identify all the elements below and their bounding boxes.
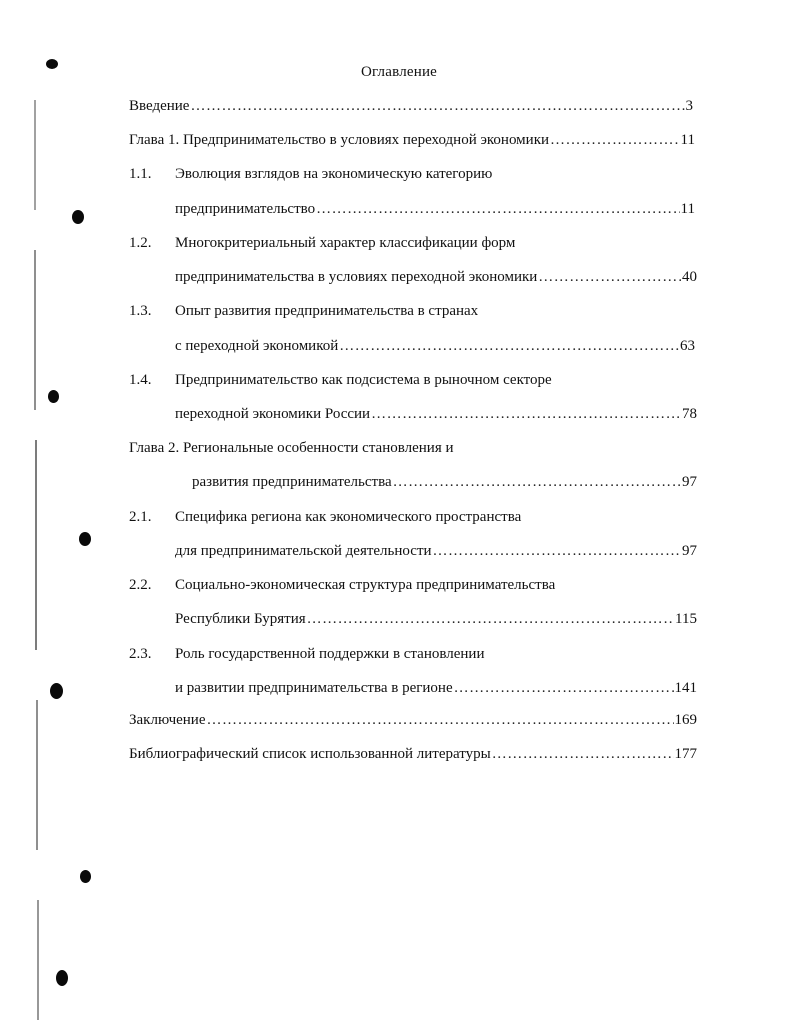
leader-dots	[492, 743, 674, 765]
toc-page-number: 115	[675, 611, 697, 627]
toc-entry-text: Библиографический список использованной литературы	[129, 746, 491, 762]
toc-page-number: 97	[682, 474, 697, 490]
section-title-line: Роль государственной поддержки в становлении	[175, 646, 485, 662]
section-title-line: Опыт развития предпринимательства в странах	[175, 303, 479, 319]
toc-entry-section-2-2	[175, 608, 697, 630]
leader-dots	[307, 608, 674, 630]
toc-page-number: 97	[682, 543, 697, 559]
toc-entry-text: Республики Бурятия	[175, 611, 306, 627]
leader-dots	[454, 677, 674, 699]
leader-dots	[433, 540, 681, 562]
binding-edge-line	[34, 250, 36, 410]
binding-edge-line	[36, 700, 38, 850]
toc-entry-section-1-2	[175, 266, 697, 288]
leader-dots	[371, 403, 681, 425]
toc-page-number: 40	[682, 269, 697, 285]
toc-entry-text: Введение	[129, 98, 190, 114]
toc-entry-chapter-2	[192, 471, 697, 493]
section-title-line: Предпринимательство как подсистема в рыночном секторе	[175, 372, 552, 388]
toc-entry-text: развития предпринимательства	[192, 474, 392, 490]
leader-dots	[316, 198, 679, 220]
section-title-line: Специфика региона как экономического пространства	[175, 509, 522, 525]
section-title-line: Эволюция взглядов на экономическую категорию	[175, 166, 493, 182]
section-number: 2.1.	[129, 509, 152, 525]
punch-hole-mark	[48, 390, 59, 403]
toc-page-number: 141	[674, 680, 697, 696]
section-title-line: Социально-экономическая структура предпринимательства	[175, 577, 556, 593]
page-title: Оглавление	[360, 64, 438, 80]
toc-entry-text: и развитии предпринимательства в регионе	[175, 680, 453, 696]
toc-page-number: 63	[680, 338, 695, 354]
toc-page-number: 169	[674, 712, 697, 728]
toc-entry-intro	[129, 95, 693, 117]
toc-page-number: 11	[680, 201, 695, 217]
leader-dots	[339, 335, 679, 357]
leader-dots	[207, 709, 674, 731]
binding-edge-line	[35, 440, 37, 650]
toc-page-number: 3	[685, 98, 693, 114]
chapter-title-line: Глава 2. Региональные особенности становления и	[129, 440, 454, 456]
toc-entry-text: Заключение	[129, 712, 206, 728]
punch-hole-mark	[50, 683, 63, 699]
toc-entry-text: предпринимательства в условиях переходной экономики	[175, 269, 538, 285]
toc-entry-text: для предпринимательской деятельности	[175, 543, 432, 559]
toc-entry-section-1-3	[175, 335, 695, 357]
section-number: 1.2.	[129, 235, 152, 251]
toc-entry-text: переходной экономики России	[175, 406, 371, 422]
toc-entry-section-1-4	[175, 403, 697, 425]
toc-entry-section-1-1	[175, 198, 695, 220]
section-number: 2.3.	[129, 646, 152, 662]
toc-entry-text: предпринимательство	[175, 201, 316, 217]
binding-edge-line	[37, 900, 39, 1020]
toc-entry-text: с переходной экономикой	[175, 338, 339, 354]
leader-dots	[538, 266, 681, 288]
punch-hole-mark	[72, 210, 84, 224]
toc-page-number: 11	[680, 132, 695, 148]
toc-page-number: 177	[674, 746, 697, 762]
punch-hole-mark	[56, 970, 68, 986]
toc-entry-conclusion	[129, 709, 697, 731]
leader-dots	[550, 129, 680, 151]
toc-entry-section-2-3	[175, 677, 697, 699]
toc-page-number: 78	[682, 406, 697, 422]
punch-hole-mark	[46, 59, 58, 69]
toc-entry-text: Глава 1. Предпринимательство в условиях переходной экономики	[129, 132, 550, 148]
section-number: 1.4.	[129, 372, 152, 388]
toc-entry-bibliography	[129, 743, 697, 765]
punch-hole-mark	[79, 532, 91, 546]
section-title-line: Многокритериальный характер классификации форм	[175, 235, 516, 251]
section-number: 1.3.	[129, 303, 152, 319]
section-number: 1.1.	[129, 166, 152, 182]
leader-dots	[393, 471, 681, 493]
toc-entry-section-2-1	[175, 540, 697, 562]
toc-entry-chapter-1	[129, 129, 695, 151]
punch-hole-mark	[80, 870, 91, 883]
section-number: 2.2.	[129, 577, 152, 593]
leader-dots	[190, 95, 684, 117]
binding-edge-line	[34, 100, 36, 210]
